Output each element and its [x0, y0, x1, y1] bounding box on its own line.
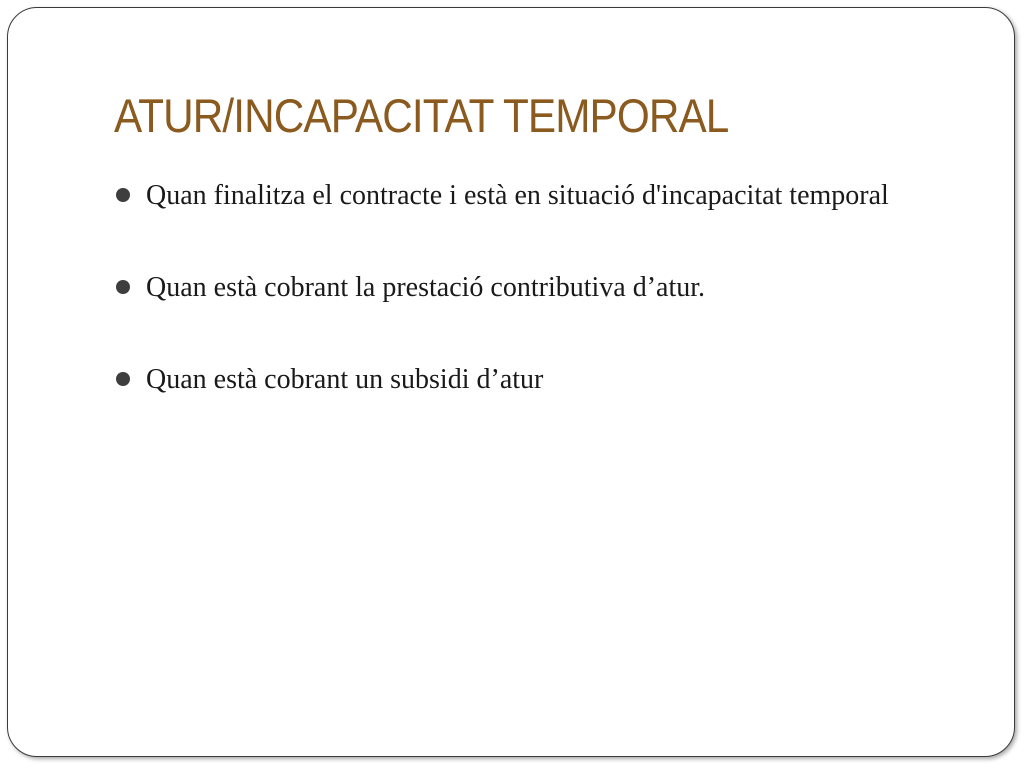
bullet-list — [116, 176, 966, 452]
bullet-dot-icon — [116, 280, 130, 294]
slide-title: ATUR/INCAPACITAT TEMPORAL — [114, 89, 729, 142]
bullet-text: Quan està cobrant la prestació contributiva d’atur. — [146, 272, 706, 303]
list-item — [116, 268, 966, 308]
bullet-dot-icon — [116, 372, 130, 386]
bullet-dot-icon — [116, 188, 130, 202]
bullet-text: Quan està cobrant un subsidi d’atur — [146, 364, 544, 395]
slide-frame — [7, 7, 1015, 757]
bullet-text: Quan finalitza el contracte i està en situació d'incapacitat temporal — [146, 180, 889, 211]
list-item — [116, 176, 966, 216]
list-item — [116, 360, 966, 400]
